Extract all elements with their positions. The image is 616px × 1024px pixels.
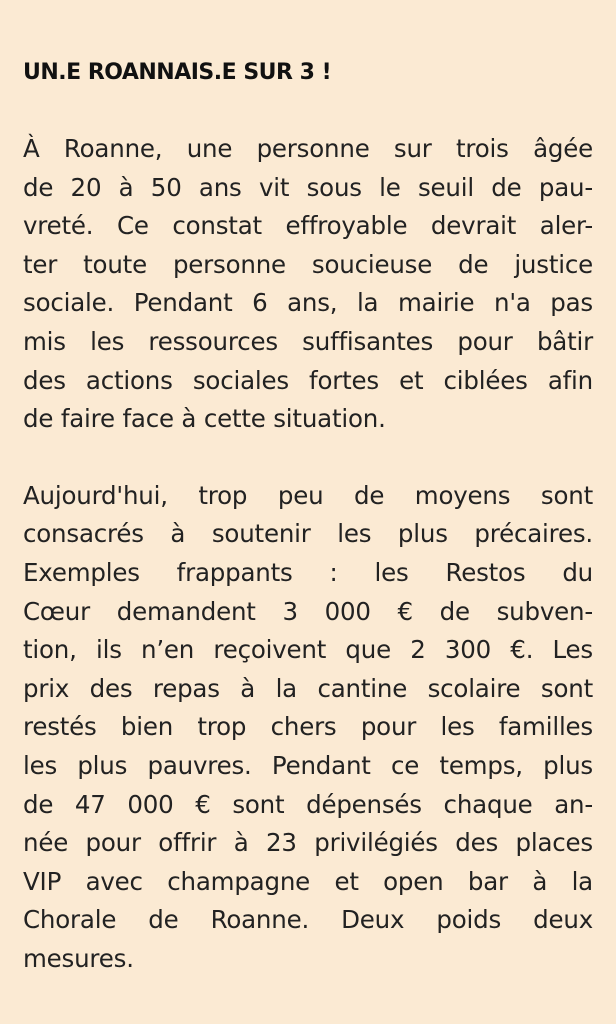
paragraph-line: À Roanne, une personne sur trois âgée xyxy=(23,134,593,163)
article-paragraph-2 xyxy=(23,477,593,979)
paragraph-line: mesures. xyxy=(23,943,134,973)
paragraph-line: de faire face à cette situation. xyxy=(23,404,386,434)
paragraph-line: ter toute personne soucieuse de justice xyxy=(23,249,593,279)
paragraph-line: vreté. Ce constat effroyable devrait aler- xyxy=(23,211,593,241)
paragraph-line: restés bien trop chers pour les familles xyxy=(23,712,593,742)
paragraph-line: sociale. Pendant 6 ans, la mairie n'a pas xyxy=(23,288,593,318)
paragraph-line: consacrés à soutenir les plus précaires. xyxy=(23,519,593,549)
paragraph-line: mis les ressources suffisantes pour bâtir xyxy=(23,326,593,356)
paragraph-line: VIP avec champagne et open bar à la xyxy=(23,866,593,896)
paragraph-line: tion, ils n’en reçoivent que 2 300 €. Les xyxy=(23,635,593,665)
paragraph-line: des actions sociales fortes et ciblées afin xyxy=(23,365,593,395)
paragraph-line: de 47 000 € sont dépensés chaque an- xyxy=(23,789,593,819)
paragraph-line: née pour offrir à 23 privilégiés des places xyxy=(23,828,593,858)
paragraph-line: les plus pauvres. Pendant ce temps, plus xyxy=(23,750,593,780)
paragraph-line: Cœur demandent 3 000 € de subven- xyxy=(23,596,593,626)
paragraph-line: de 20 à 50 ans vit sous le seuil de pau- xyxy=(23,172,593,202)
article-paragraph-1 xyxy=(23,130,593,439)
paragraph-line: prix des repas à la cantine scolaire sont xyxy=(23,673,593,703)
article-title: UN.E ROANNAIS.E SUR 3 ! xyxy=(23,60,332,85)
paragraph-line: Aujourd'hui, trop peu de moyens sont xyxy=(23,480,593,510)
paragraph-line: Exemples frappants : les Restos du xyxy=(23,557,593,587)
paragraph-line: Chorale de Roanne. Deux poids deux xyxy=(23,905,593,935)
